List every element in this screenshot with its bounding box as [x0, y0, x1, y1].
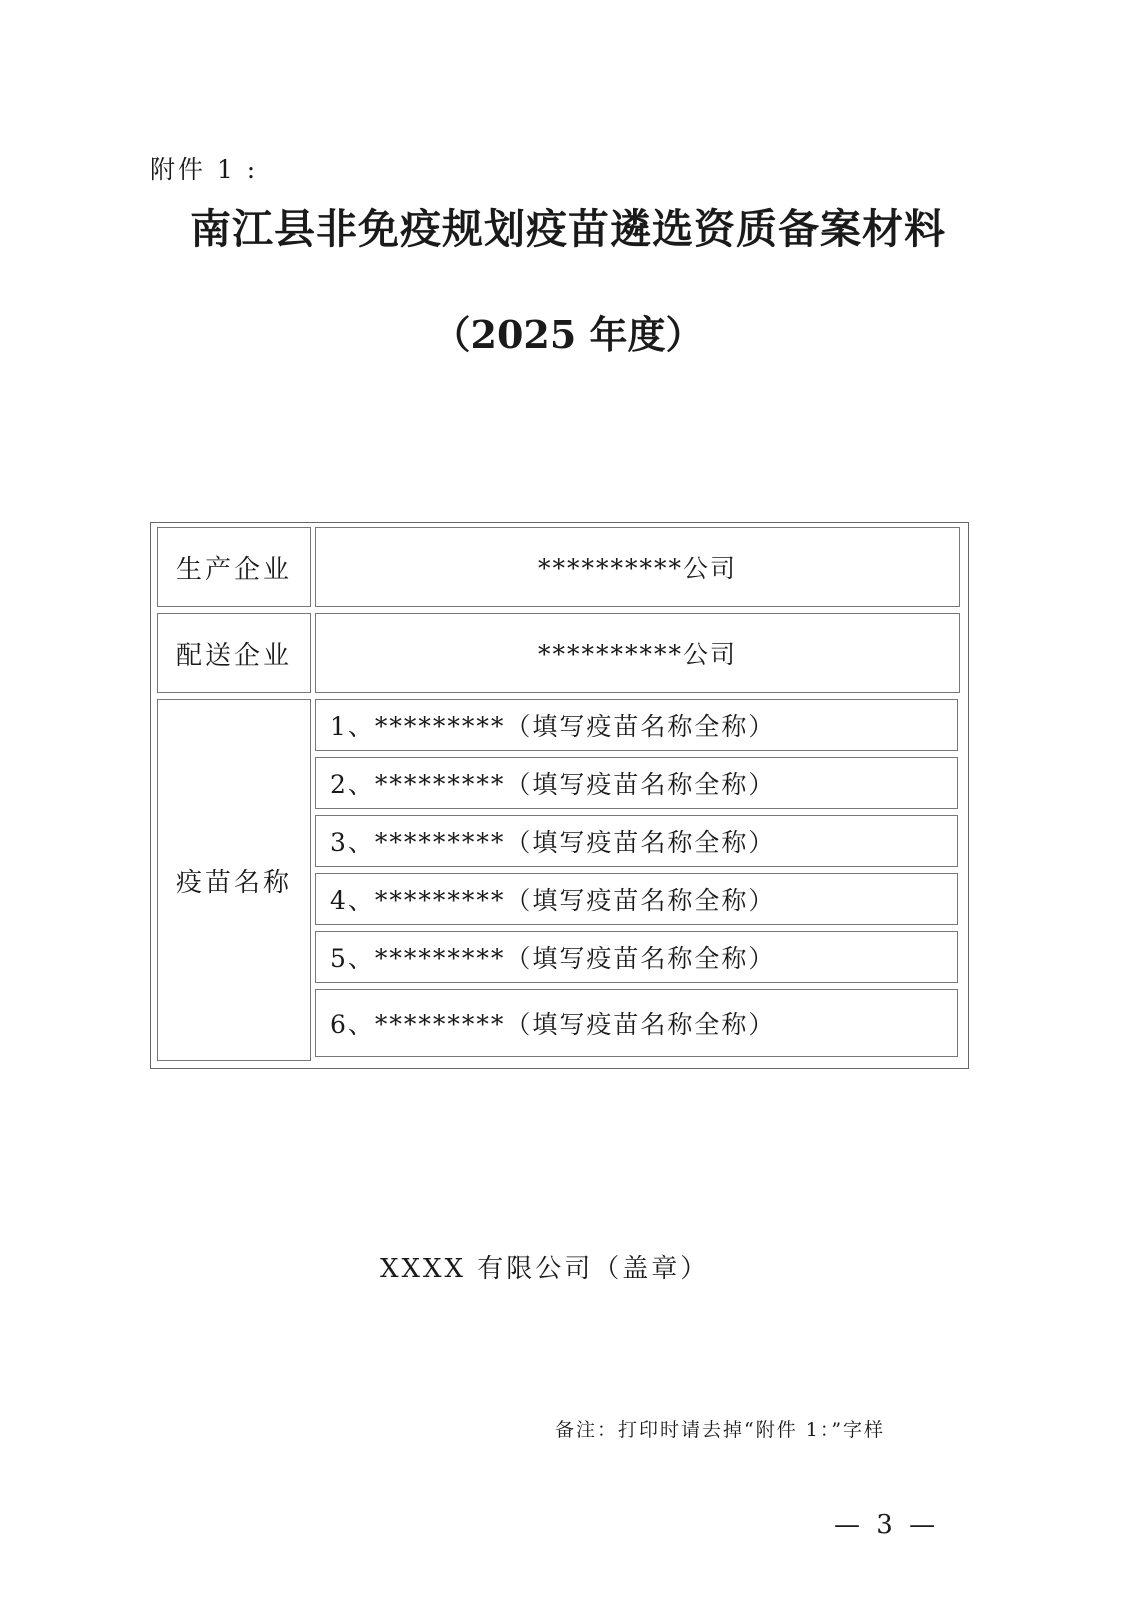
producer-label: 生产企业 — [157, 527, 311, 607]
distributor-value: **********公司 — [315, 613, 960, 693]
filing-table — [150, 522, 969, 1069]
attachment-label: 附件 1 : — [150, 155, 259, 184]
vaccine-item: 3、*********（填写疫苗名称全称） — [315, 815, 958, 867]
document-year: （2025 年度） — [432, 312, 704, 357]
distributor-label: 配送企业 — [157, 613, 311, 693]
vaccine-item: 1、*********（填写疫苗名称全称） — [315, 699, 958, 751]
producer-value: **********公司 — [315, 527, 960, 607]
vaccine-item: 5、*********（填写疫苗名称全称） — [315, 931, 958, 983]
vaccine-item: 6、*********（填写疫苗名称全称） — [315, 989, 958, 1057]
page-number: — 3 — — [834, 1510, 940, 1540]
company-seal-line: XXXX 有限公司（盖章） — [380, 1254, 710, 1284]
vaccine-item: 4、*********（填写疫苗名称全称） — [315, 873, 958, 925]
vaccine-item: 2、*********（填写疫苗名称全称） — [315, 757, 958, 809]
print-note: 备注：打印时请去掉“附件 1：”字样 — [555, 1419, 886, 1441]
vaccine-name-label: 疫苗名称 — [157, 699, 311, 1061]
document-title: 南江县非免疫规划疫苗遴选资质备案材料 — [190, 205, 946, 253]
